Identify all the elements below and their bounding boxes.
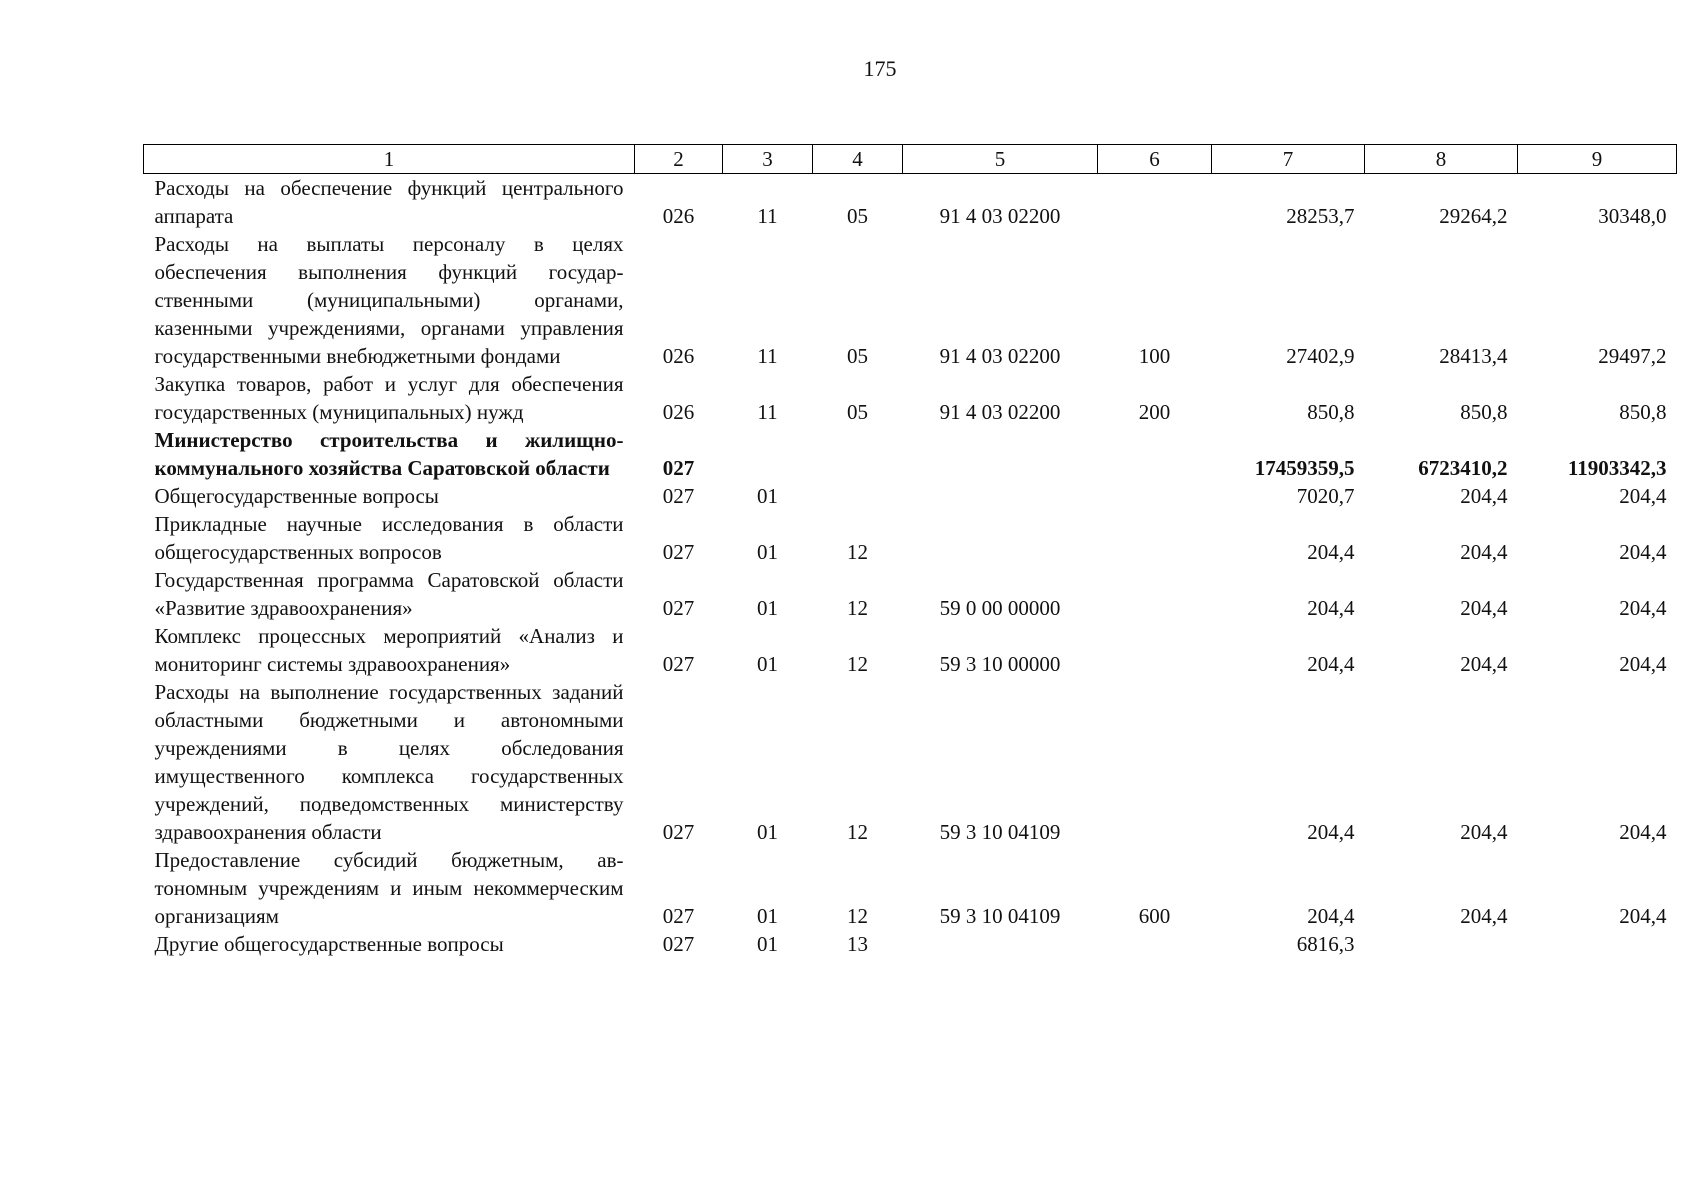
column-header: 7 <box>1212 145 1365 174</box>
table-header-row <box>144 145 1677 174</box>
row-amount-year2: 204,4 <box>1460 484 1508 508</box>
column-header: 4 <box>813 145 903 174</box>
row-expense-type-code <box>1098 678 1212 846</box>
table-row <box>144 174 1677 231</box>
row-amount-year2: 850,8 <box>1460 400 1508 424</box>
row-subsection-code: 05 <box>847 344 868 368</box>
table-row <box>144 510 1677 566</box>
column-header: 1 <box>144 145 635 174</box>
row-amount-year3: 11903342,3 <box>1567 456 1667 480</box>
row-expense-type-code: 100 <box>1138 344 1171 368</box>
row-name: Министерство строительства и жилищно-коммунального хозяйства Саратовской области <box>154 428 624 480</box>
row-target-code: 91 4 03 02200 <box>939 344 1061 368</box>
row-amount-year1: 17459359,5 <box>1254 456 1355 480</box>
row-name: Прикладные научные исследования в области общегосударственных вопросов <box>154 512 624 564</box>
row-amount-year1: 204,4 <box>1307 820 1355 844</box>
row-ved-code: 026 <box>662 204 695 228</box>
row-amount-year3: 204,4 <box>1619 484 1667 508</box>
row-subsection-code: 12 <box>847 540 868 564</box>
row-ved-code: 027 <box>662 820 695 844</box>
row-expense-type-code <box>1098 930 1212 958</box>
row-amount-year2: 204,4 <box>1460 820 1508 844</box>
row-expense-type-code <box>1098 482 1212 510</box>
row-section-code: 01 <box>757 820 778 844</box>
row-subsection-code: 12 <box>847 596 868 620</box>
row-amount-year3: 29497,2 <box>1598 344 1667 368</box>
row-amount-year1: 6816,3 <box>1296 932 1355 956</box>
page-number: 175 <box>863 56 897 81</box>
row-section-code: 01 <box>757 652 778 676</box>
row-amount-year3: 204,4 <box>1619 820 1667 844</box>
row-amount-year2: 28413,4 <box>1439 344 1508 368</box>
row-name: Другие общегосударственные вопросы <box>154 932 504 956</box>
row-ved-code: 027 <box>662 596 695 620</box>
row-subsection-code: 12 <box>847 820 868 844</box>
table-row <box>144 426 1677 482</box>
row-expense-type-code <box>1098 174 1212 231</box>
row-amount-year3: 30348,0 <box>1598 204 1667 228</box>
table-row <box>144 230 1677 370</box>
row-amount-year1: 204,4 <box>1307 596 1355 620</box>
row-target-code: 59 3 10 04109 <box>939 820 1061 844</box>
row-section-code: 11 <box>757 400 778 424</box>
table-row <box>144 566 1677 622</box>
row-section-code: 01 <box>757 484 778 508</box>
row-amount-year1: 204,4 <box>1307 904 1355 928</box>
row-expense-type-code: 200 <box>1138 400 1171 424</box>
column-header: 2 <box>635 145 723 174</box>
row-amount-year2: 204,4 <box>1460 540 1508 564</box>
row-amount-year2: 204,4 <box>1460 652 1508 676</box>
row-amount-year3: 204,4 <box>1619 652 1667 676</box>
row-amount-year1: 7020,7 <box>1296 484 1355 508</box>
row-subsection-code <box>813 426 903 482</box>
row-amount-year1: 204,4 <box>1307 652 1355 676</box>
row-name: Предоставление субсидий бюджетным, автономным учреждениям и иным некоммерческим организациям <box>154 848 624 928</box>
row-amount-year3: 204,4 <box>1619 596 1667 620</box>
row-ved-code: 027 <box>662 652 695 676</box>
table-body <box>144 174 1677 959</box>
row-amount-year2: 6723410,2 <box>1418 456 1508 480</box>
row-subsection-code: 05 <box>847 400 868 424</box>
column-header: 8 <box>1365 145 1518 174</box>
row-subsection-code: 05 <box>847 204 868 228</box>
row-amount-year3: 204,4 <box>1619 540 1667 564</box>
row-amount-year1: 850,8 <box>1307 400 1355 424</box>
row-ved-code: 027 <box>662 456 695 480</box>
row-amount-year1: 27402,9 <box>1286 344 1355 368</box>
budget-table <box>143 144 1677 958</box>
row-section-code: 01 <box>757 904 778 928</box>
row-ved-code: 027 <box>662 904 695 928</box>
row-ved-code: 027 <box>662 484 695 508</box>
row-expense-type-code <box>1098 510 1212 566</box>
column-header: 9 <box>1518 145 1677 174</box>
row-target-code: 91 4 03 02200 <box>939 204 1061 228</box>
column-header: 3 <box>723 145 813 174</box>
table-row <box>144 370 1677 426</box>
table-row <box>144 930 1677 958</box>
row-name: Расходы на обеспечение функций центрального аппарата <box>154 176 624 228</box>
row-name: Комплекс процессных мероприятий «Анализ и мониторинг системы здравоохранения» <box>154 624 624 676</box>
row-expense-type-code: 600 <box>1138 904 1171 928</box>
row-subsection-code: 12 <box>847 652 868 676</box>
row-amount-year2: 204,4 <box>1460 904 1508 928</box>
row-target-code: 91 4 03 02200 <box>939 400 1061 424</box>
row-subsection-code: 13 <box>847 932 868 956</box>
row-name: Общегосударственные вопросы <box>154 484 439 508</box>
row-target-code <box>903 510 1098 566</box>
row-name: Расходы на выполнение государственных заданий областными бюджетными и автономными учреждениями в целях обследования имущественного комплекса государственных учреждений, подведомственных министерству здравоохранения области <box>154 680 624 844</box>
row-section-code: 01 <box>757 932 778 956</box>
table-row <box>144 846 1677 930</box>
row-expense-type-code <box>1098 426 1212 482</box>
row-name: Закупка товаров, работ и услуг для обеспечения государственных (муниципальных) нужд <box>154 372 624 424</box>
table-row <box>144 678 1677 846</box>
row-ved-code: 027 <box>662 540 695 564</box>
row-target-code: 59 3 10 04109 <box>939 904 1061 928</box>
row-ved-code: 027 <box>662 932 695 956</box>
row-expense-type-code <box>1098 566 1212 622</box>
row-name: Государственная программа Саратовской области «Развитие здравоохранения» <box>154 568 624 620</box>
row-section-code <box>723 426 813 482</box>
row-subsection-code <box>813 482 903 510</box>
row-amount-year2 <box>1365 930 1518 958</box>
row-section-code: 01 <box>757 540 778 564</box>
row-target-code <box>903 482 1098 510</box>
table-row <box>144 622 1677 678</box>
row-subsection-code: 12 <box>847 904 868 928</box>
table-row <box>144 482 1677 510</box>
row-target-code: 59 3 10 00000 <box>939 652 1061 676</box>
row-ved-code: 026 <box>662 344 695 368</box>
row-section-code: 01 <box>757 596 778 620</box>
row-name: Расходы на выплаты персоналу в целях обеспечения выполнения функций государственными (муниципальными) органами, казенными учреждениями, органами управления государственными внебюджетными фондами <box>154 232 624 368</box>
row-target-code <box>903 426 1098 482</box>
row-amount-year1: 28253,7 <box>1286 204 1355 228</box>
row-amount-year3: 850,8 <box>1619 400 1667 424</box>
row-amount-year1: 204,4 <box>1307 540 1355 564</box>
row-target-code <box>903 930 1098 958</box>
row-amount-year2: 204,4 <box>1460 596 1508 620</box>
row-expense-type-code <box>1098 622 1212 678</box>
column-header: 6 <box>1098 145 1212 174</box>
row-ved-code: 026 <box>662 400 695 424</box>
row-section-code: 11 <box>757 204 778 228</box>
row-amount-year3 <box>1518 930 1677 958</box>
row-amount-year3: 204,4 <box>1619 904 1667 928</box>
column-header: 5 <box>903 145 1098 174</box>
row-section-code: 11 <box>757 344 778 368</box>
row-amount-year2: 29264,2 <box>1439 204 1508 228</box>
row-target-code: 59 0 00 00000 <box>939 596 1061 620</box>
